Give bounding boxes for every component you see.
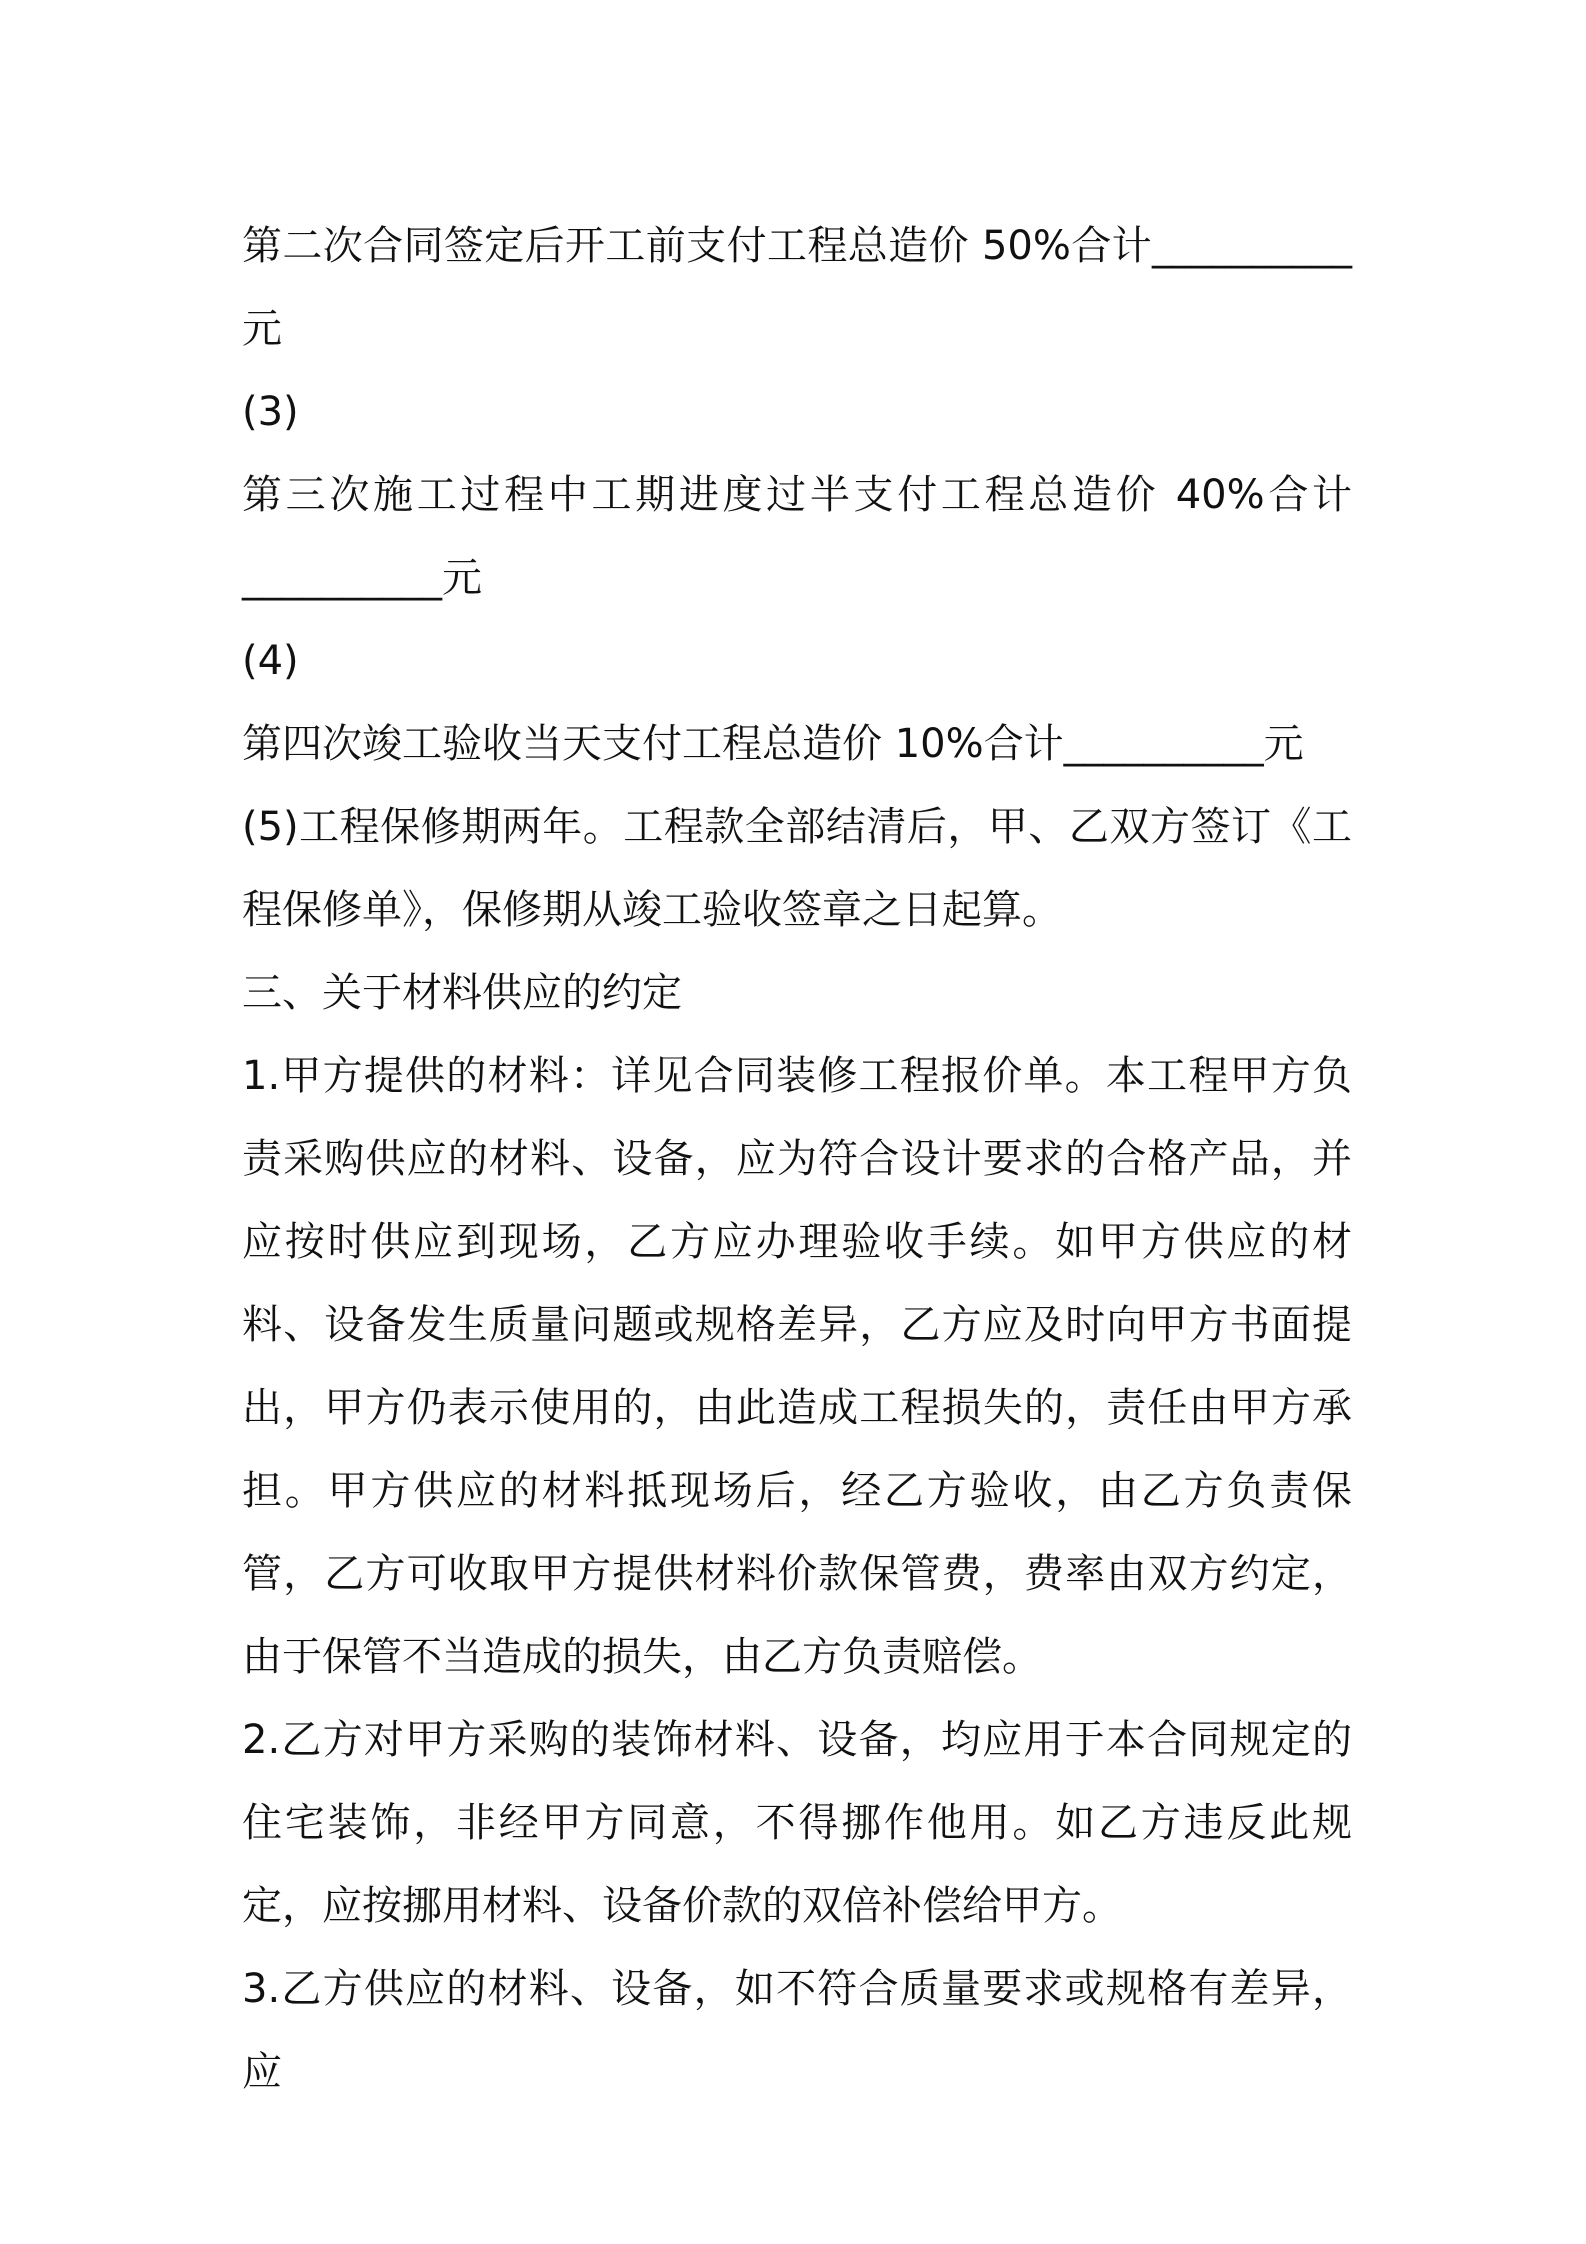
materials-clause-3: 3.乙方供应的材料、设备，如不符合质量要求或规格有差异，应 <box>242 1966 1352 2095</box>
item-number-3: (3) <box>242 389 299 435</box>
payment-third-installment: 第三次施工过程中工期进度过半支付工程总造价 40%合计__________元 <box>242 472 1352 601</box>
section-heading-materials: 三、关于材料供应的约定 <box>242 970 682 1016</box>
item-number-4: (4) <box>242 638 299 684</box>
payment-second-installment: 第二次合同签定后开工前支付工程总造价 50%合计__________元 <box>242 223 1352 352</box>
warranty-clause: (5)工程保修期两年。工程款全部结清后，甲、乙双方签订《工程保修单》，保修期从竣工验收签章之日起算。 <box>242 804 1352 933</box>
payment-fourth-installment: 第四次竣工验收当天支付工程总造价 10%合计__________元 <box>242 721 1304 767</box>
materials-clause-1: 1.甲方提供的材料：详见合同装修工程报价单。本工程甲方负责采购供应的材料、设备，应为符合设计要求的合格产品，并应按时供应到现场，乙方应办理验收手续。如甲方供应的材料、设备发生质量问题或规格差异，乙方应及时向甲方书面提出，甲方仍表示使用的，由此造成工程损失的，责任由甲方承担。甲方供应的材料抵现场后，经乙方验收，由乙方负责保管，乙方可收取甲方提供材料价款保管费，费率由双方约定，由于保管不当造成的损失，由乙方负责赔偿。 <box>242 1053 1352 1680</box>
document-body <box>242 205 1352 2114</box>
materials-clause-2: 2.乙方对甲方采购的装饰材料、设备，均应用于本合同规定的住宅装饰，非经甲方同意，不得挪作他用。如乙方违反此规定，应按挪用材料、设备价款的双倍补偿给甲方。 <box>242 1717 1352 1929</box>
